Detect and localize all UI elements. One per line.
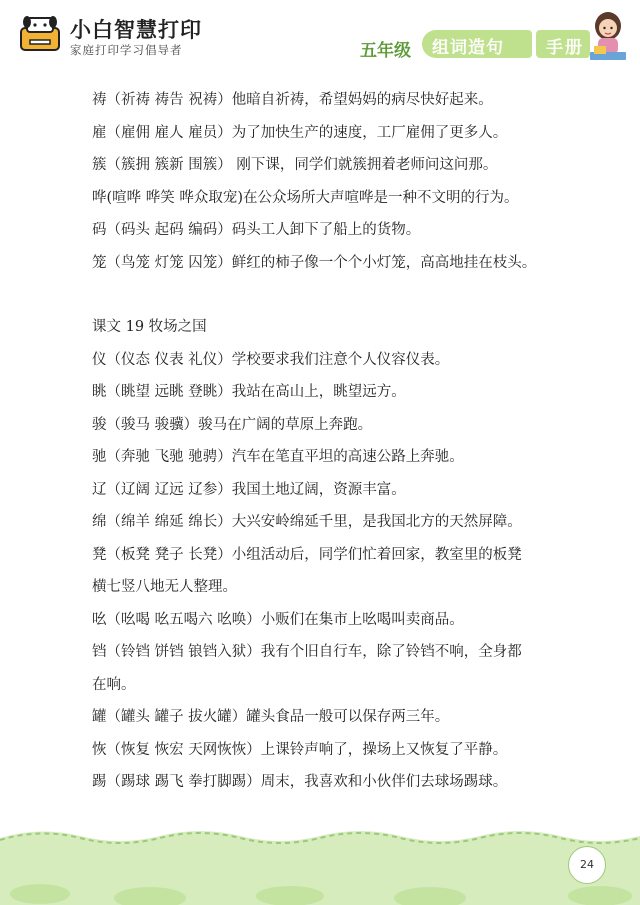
section-spacer [92,279,562,311]
grade-label: 五年级 [360,41,411,61]
entry-line: 吆（吆喝 吆五喝六 吆唤）小贩们在集市上吆喝叫卖商品。 [92,611,464,628]
entry-line: 绵（绵羊 绵延 绵长）大兴安岭绵延千里，是我国北方的天然屏障。 [92,514,522,530]
entry-line: 祷（祈祷 祷告 祝祷）他暗自祈祷，希望妈妈的病尽快好起来。 [92,92,493,108]
page-number: 24 [568,846,606,884]
brand-title: 小白智慧打印 [70,18,202,42]
topic-label: 组词造句 [432,38,504,58]
entry-line: 眺（眺望 远眺 登眺）我站在高山上，眺望远方。 [92,384,406,400]
entry-line: 铛（铃铛 饼铛 锒铛入狱）我有个旧自行车，除了铃铛不响，全身都 [92,644,522,660]
entry-line: 罐（罐头 罐子 拔火罐）罐头食品一般可以保存两三年。 [92,709,450,725]
entry-line: 哗(喧哗 哗笑 哗众取宠)在公众场所大声喧哗是一种不文明的行为。 [92,189,519,206]
entry-line-continued: 在响。 [92,676,136,693]
entry-line: 码（码头 起码 编码）码头工人卸下了船上的货物。 [92,222,421,238]
girl-reading-icon [582,8,634,64]
entry-line: 踢（踢球 踢飞 拳打脚踢）周末，我喜欢和小伙伴们去球场踢球。 [92,774,508,790]
entry-line: 笼（鸟笼 灯笼 囚笼）鲜红的柿子像一个个小灯笼，高高地挂在枝头。 [92,254,537,271]
entry-line: 雇（雇佣 雇人 雇员）为了加快生产的速度，工厂雇佣了更多人。 [92,124,508,141]
manual-label: 手册 [546,38,584,58]
entry-line: 恢（恢复 恢宏 天网恢恢）上课铃声响了，操场上又恢复了平静。 [92,741,508,758]
entry-line: 仪（仪态 仪表 礼仪）学校要求我们注意个人仪容仪表。 [92,351,450,368]
entry-line: 骏（骏马 骏骥）骏马在广阔的草原上奔跑。 [92,416,373,433]
vocabulary-content [92,84,562,799]
grass-footer-decoration [0,824,640,905]
lesson-title: 课文 19 牧场之国 [92,319,207,335]
entry-line: 簇（簇拥 簇新 围簇） 刚下课，同学们就簇拥着老师问这问那。 [92,157,498,173]
entry-line: 凳（板凳 凳子 长凳）小组活动后，同学们忙着回家，教室里的板凳 [92,546,522,563]
entry-line: 驰（奔驰 飞驰 驰骋）汽车在笔直平坦的高速公路上奔驰。 [92,449,464,465]
brand-subtitle: 家庭打印学习倡导者 [70,43,183,57]
brand-logo-icon [18,14,62,54]
entry-line-continued: 横七竖八地无人整理。 [92,579,237,595]
entry-line: 辽（辽阔 辽远 辽参）我国土地辽阔，资源丰富。 [92,481,406,498]
